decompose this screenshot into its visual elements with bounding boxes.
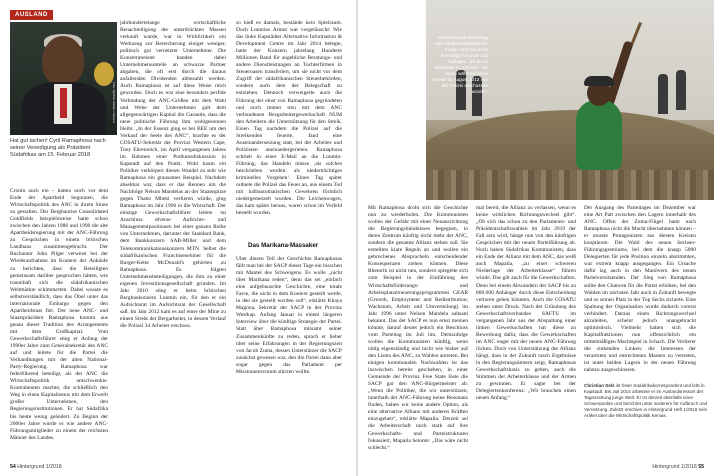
left-page-number: 54 [10, 464, 16, 470]
photo-caption: Hat gut lachen! Cyril Ramaphosa nach seiner Vereidigung als Präsident Südafrikas am 15. Februar 2018 [10, 138, 106, 158]
section-subheading: Das Marikana-Massaker [248, 242, 319, 249]
left-footer [10, 464, 62, 470]
right-page [358, 0, 714, 476]
image-caption: Gedenken am Jahrestag des Marikana-Massakers. Immer noch kommen ehemalige Freunde und Kollegen, um an 34 Bergleute zu erinnern. Sie waren während eines Streiks im August 2012 von der Polizei erschossen worden. [432, 35, 488, 94]
right-column-1: Mit Ramaphosa droht sich die Geschichte nun zu wiederholen. Die Kommunisten wollen der Gefahr mit einer Neuausrichtung der Regierungsbündnisses begegnen, in deren Zentrum künftig nicht mehr der ANC, sondern die gesamte Allianz stehen soll. Sie erstellten klare Regeln an und wollen ein gebrochenes Abspracheln entscheidender Konsequenzen ziehen können. Diese Rhetorik ist nicht neu, sondern spiegelte sich zum Beispiel in der Einführung des Wirtschaftsförderungs- und Arbeitsplatzerneuerungsprogrammes GEAR (Growth, Employment and Redistribution; Wachstum, Arbeit und Umverteilung) im Jahr 1996 unter Nelson Mandela saltsam bekannt. Das der SACP es nun ernst meinen könnte, darauf deutet jedoch ein Beschluss vom Parteitag im Juli hin. Demzufolge wollen die Kommunisten künftig, wenn nötig eigenständig und nicht wie bisher auf den Listen des ANC, zu Wahlen antreten. Bei einigen kommunalen Nachwahlen ist das inzwischen bereits geschehen, in einer Gemeinde der Provinz Free State löste die SACP gar den ANC-Bürgermeister ab. „Wenn die Politiker, die wir unterstützen, innerhalb der ANC-Führung keine Resonanz finden, haben wir keine andere Option, als eine alternative Allianz mit anderen Kräften einzugehen“, erklärte Mapaila. Derzeit sei die Arbeiterschaft noch stark auf ihre Gewerkschafts- und Parteistrukturen fokussiert, Mapaila betonte: „Das wäre nicht schlecht.“ [368, 205, 468, 451]
marikana-memorial-photo [426, 0, 714, 200]
ramaphosa-photo [10, 22, 117, 135]
left-page [0, 0, 356, 476]
author-note [584, 383, 714, 419]
article-column-2: jahrhundertelange wirtschaftliche Benachteiligung der unterdrückten Massen verkauft wurde, war in Wirklichkeit ein Werkzeug zur Bereicherung einiger weniger, politisch gut vernetzter Unternehmer. Die Konzernmeister banden dabei Unternehmensanteile an schwarze Partner abgaben, die oft erst durch die daraus anfallenden Dividenden abbezahlt werden. Auch Ramaphosa ist auf diese Weise reich geworden. Doch es war eine besonders perfide Verbindung der ANC-Größen mit dem Wahl und Wehe der Unternehmen galt dem allgegenwärtigen Kapital die Garantie, dass die neue politische Führung ihm wohlgesonnen bleibt. „In der Essenz ging es bei BEE um den Verkauf der Seele des ANC“, brachte es der COSATU-Sekretär der Provinz Western Cape, Tony Ehrenreich, im April vergangenen Jahres im Rahmen einer Podiumsdiskussion in Kapstadt auf den Punkt. Wohl kaum ein Politiker verkörpert diesen Wandel zu sehr wie Ramaphosa ein grausames Beispiel. Nachdem absehbar war, dass er das Rennen um die Nachfolge Nelson Mandelas an der Staatsspitze gegen Thabo Mbeki verlieren würde, ging Ramaphosa im Jahr 1996 in die Wirtschaft. Der einstige Gewerkschaftsführer leitete im Anschluss diverse Aufsichts- und Managementpositionen bei einer ganzen Reihe von Unternehmen, darunter der Standard Bank, dem Bankkonzern SAB-Miller und dem Telekommunikationskonzern MTN. Selbst die südafrikanischen Franchisenehmer für die Burger-Kette McDonald's gehörten zu Ramaphosa. Es folgten Unternehmensbeteiligungen, die ihm zu einer eigenen Investitionsgesellschaft gründen. Im Jahr 2010 stieg er beim britischen Bergbaukonzern Lonmin ein, für den er ein Aufsichtsrat im Aufsichtsrat der Gesellschaft saß. Im Jahr 2012 kam es auf einer der Mine zu einem Streik der Bergarbeiter, in dessen Verlauf die Polizei 34 Arbeiter erschoss. [120, 20, 226, 330]
right-footer [652, 464, 704, 470]
photo-credit: Foto: Siphiwe Sibeko / Reuters [112, 82, 116, 124]
article-column-3b: Über diesen Teil der Geschichte Ramaphosas fällt man bei der SACP dieser Tage ein bisschen mit Mantel des Schweigens. Es wolle „nicht über Marikana reden“, denn das sei „einfach eine aufgebauschte Geschichte, eine totale Farce, die nicht in dem Kontext gestellt werde, in den sie gestellt werden soll“, erklärte Khaya Magona, Sekretär der SACP in der Provinz Westkap. Anfang Januar in einem längeren Interview über die künftige Strategie der Partei. Statt über Ramaphosa mitsamt seiner Zusammenkünfte zu reden, sprach er lieber über seine Erfahrungen in der Regierungszeit von Jacob Zuma, dessen Unterstützer die SACP zunächst gewesen war, den die Partei dann aber sogar gegen das Parlament per Misstrauensvotum stürzen wollte. [236, 256, 342, 375]
section-label: AUSLAND [10, 10, 53, 20]
right-page-number: 55 [698, 464, 704, 470]
right-issue: Hintergrund 1/2018 [652, 464, 697, 470]
right-column-2: mal bereit, die Allianz zu verlassen, wenn es keine wirklichen Richtungswechsel gibt“. „Ob sich das schon zu den Parlaments- und Präsidentschaftswahlen im Jahr 2019 der Fall sein wird, hänge nun von den künftigen Gesprächen mit der neuen Parteiführung ab. Noch haben Südafrikas Kommunisten, dass ein Ende der Allianz mit dem ANC, das weiß auch Mapaila, „zu einer schweren Niederlage der Arbeiterklasse“ führen würde. Das gilt auch für die Gewerkschaften. Denn bei einem Abwandern der SACP bis zu 800.000 Anhänger durch diese Entscheidung verloren gehen könnten. Auch die COSATU stehen unter Druck. Nach der Gründung des Gewerkschaftsverbandes SAFTU im vergangenen Jahr aus der Abspaltung einer linken Gewerkschaften hat diese zu Bewerbung dafür, dass die Gewerkschaften im ANC enger mit der neuen ANC-Führung rücken. Doch von Unterstützung der Allianz hängt, dass in der Zukunft rasch Ergebnisse in den Regierungsämtern zeigt, Ramaphosas Gewerkschaftsbasis zu gelten, auch die Stimmen der Arbeiterklasse und der Armen zu gewinnen. Er sagte bei der Delegiertenkonferenz: „Wir brauchen einen neuen Anfang.“ [476, 205, 576, 402]
article-column-1: Cronin auch ein – hatten noch vor dem Ende der Apartheid begonnen, die Wirtschaftspolitik des ANC in ihrem Sinne zu gestalten. Der Bergbaurise Consolidated Goldfields beispielsweise hatte schon zwischen den Jahren 1986 und 1990 die alte Apartheidsregierung mit der ANC-Führung zu Gesprächen in einem britischen Landhaus zusammengebracht. Der Buchautor John Pilger verweist bei der Wiederaufnahme im Kontext der Ankäufe zu berichten, dass die Beteiligten gemeinsam darüber gesprochen hätten, wie traumhaft sich die südafrikanischen Weltmärkte schimmerten. Dabei wusste es selbstverständlich, dass das Öbel unter das internationale Embargo gegen den Apartheidstaat fiel. Der neue ANC- und Staatspräsident Ramaphosa kommt aus genau dieser Tradition des Arrangements mit dem Großkapital. Vom Gewerkschaftsführer stieg er Anfang der 1990er Jahre zum Generalsekretär des ANC auf und leitete für die Partei die Verhandlungen mit der alten National-Party-Regierung. Ramaphosa war federführend beteiligt, als der ANC die Wirtschaftspolitik umschwenkte. Kontrahenten machte, die schließlich den Weg in einen Kapitalismus mit dem Erwerb großer Unternehmen, den Regierungsinstitutionen. Er hat Südafrika bis heute wenig geändert. Zu Beginn der 2000er Jahre wurde er wie andere ANC-Führungsmitglieder zu einem der reichsten Männer des Landes. [10, 188, 108, 441]
right-column-3: Der Ausgang des Parteitages im Dezember war eine Art Patt zwischen den Lagern innerhalb des ANC. Offen der Zuma-Flügel hatte nach Ramaphosa nicht die Macht übernehmen können – er musste Protagonisten aus diesem Kreisen kooptieren. Die Wahl des neuen Sechser-Führungsgremiums, bei dem die knapp 5000 Delegierten für jede Position einzeln abstimmten, war extrem knapp ausgegangen. Ein Ursache dafür lag auch in den Manövern des neuen Parteivorsitzenden. Der Sieg von Ramaphosa sollte den Chancen für die Partei erhöhen, bei den Wahlen im nächsten Jahr auch in Zukunft bewegte und so seinen Platz in der Top Sechs sicherte. Eine Spaltung der Organisation wurde dadurch vorerst verhindert. Daraus einen Richtungswechsel abzuleiten, scheint jedoch unangebracht optimistisch. Vielmehr halten sich die Kapitalfraktionen nun offensichtlich ein mittelmäßigen Machtspiel in Schach. Die Verlierer der sinkenden Linken: die Interessen der verarmten und entrechteten Massen zu vertreten, ist unter beiden Lagern in der neuen Führung nahezu ausgeschlossen. [584, 205, 696, 374]
author-name: Christian Selz [584, 383, 615, 388]
left-issue: Hintergrund 1/2018 [17, 464, 62, 470]
author-bio: ist freier Südafrikakorrespondent und lebt in Kapstadt. Bis Juli 2014 arbeitete er im Auslandsressort der Tageszeitung junge Welt. Er ist derzeit ebenfalls einer Schwerpunkte und berichtet unter anderem für Aufbruch und Vernetzung. Zuletzt erschien in Hintergrund Heft 1/2018 sein Artikel über die Wirtschaftspolitik Kenias. [584, 383, 708, 418]
article-column-3: so hieß es damals, bestände kein Spielraum. Doch Lonmins Armut war vorgetäuscht: Wie das linke Kapstädter Alternative Information & Development Centre im Jahr 2014 belegte, hatte der Konzern jahrelang Hunderte Millionen Rand für angebliche Beratungs- und andere Dienstleistungen an Tochterfirmen in Steueroasen transferiert, um sie nicht vor dem Zugriff der südafrikanischen Steuerbehörden, sondern auch dem der Belegschaft zu entziehen. Dennoch verweigerte auch die Führung der einst von Ramaphosa gegründeten und noch immer treu mit dem ANC verbundenen Bergarbeitergewerkschaft NUM den Arbeitern die Unterstützung für den Streik. Einen Tag nachdem die Polizei auf die Streikenden feuerte, fand eine Auseinandersetzung statt, bei der Arbeiter und Polizisten aneinandergerieten. Ramaphosa schrieb in einer E-Mail an die Lonmin-Führung, das Handeln müsse ‚als solches beschrieben werden: als niederträchtiges kriminelles Vorgehen‘. Einen Tag später ordnete die Polizei das Feuer an, aus einem Tod mit halbautomatischen Gewehren förmlich niedergemetzelt wurden. Die Leichenwagen, das kam später heraus, waren schon im Vorfeld bestellt worden. [236, 20, 342, 217]
